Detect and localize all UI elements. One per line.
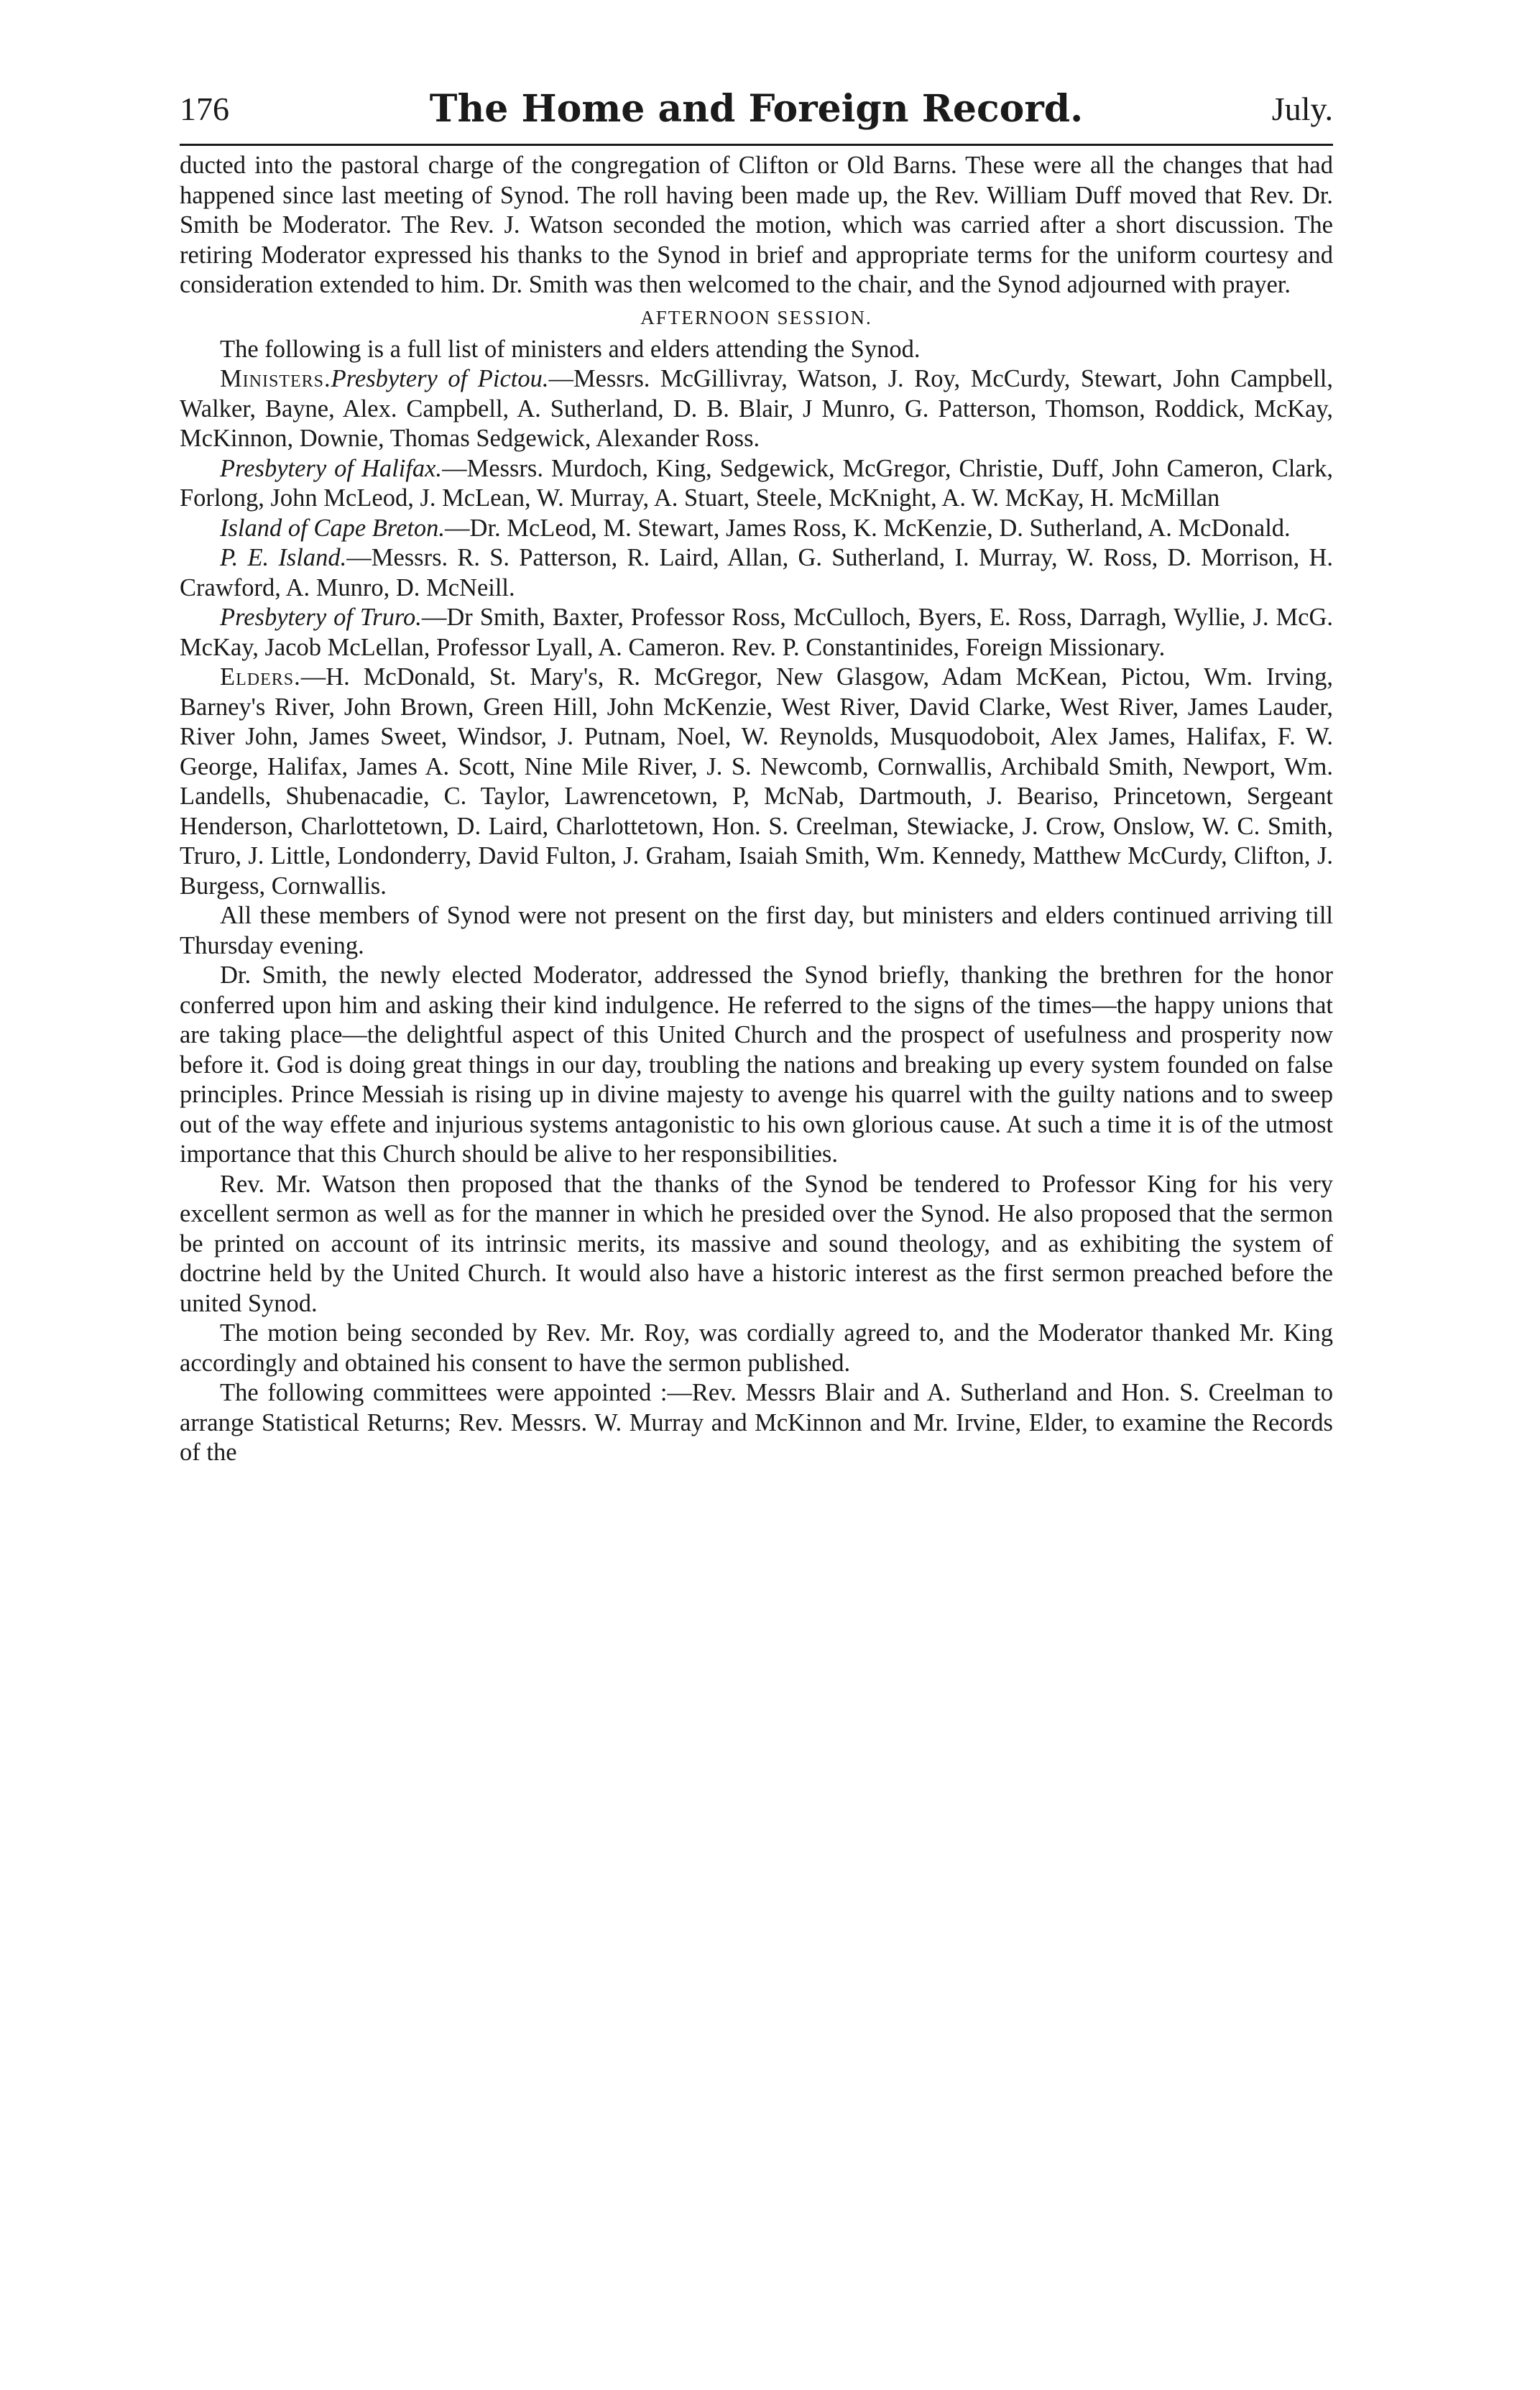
ministers-halifax — [180, 454, 1333, 514]
paragraph-motion-seconded: The motion being seconded by Rev. Mr. Roy, was cordially agreed to, and the Moderator thanked Mr. King accordingly and obtained his consent to have the sermon published. — [180, 1319, 1333, 1377]
paragraph-committees: The following committees were appointed :—Rev. Messrs Blair and A. Sutherland and Hon. S. Creelman to arrange Statistical Returns; Rev. Messrs. W. Murray and McKinnon and Mr. Irvine, Elder, to examine the Records of the — [180, 1379, 1333, 1466]
running-title: The Home and Foreign Record. — [429, 87, 1084, 131]
ministers-label: Ministers. — [220, 365, 331, 392]
paragraph-continued: ducted into the pastoral charge of the congregation of Clifton or Old Barns. These were all the changes that had happened since last meeting of Synod. The roll having been made up, the Rev. William Duff moved that Rev. Dr. Smith be Moderator. The Rev. J. Watson seconded the motion, which was carried after a short discussion. The retiring Moderator expressed his thanks to the Synod in brief and appropriate terms for the uniform courtesy and consideration extended to him. Dr. Smith was then welcomed to the chair, and the Synod adjourned with prayer. — [180, 152, 1333, 298]
section-heading: AFTERNOON SESSION. — [640, 306, 872, 328]
paragraph-list-intro: The following is a full list of ministers and elders attending the Synod. — [220, 335, 921, 363]
presbytery-truro-names: —Dr Smith, Baxter, Professor Ross, McCulloch, Byers, E. Ross, Darragh, Wyllie, J. McG. McKay, Jacob McLellan, Professor Lyall, A. Cameron. Rev. P. Constantinides, Foreign Missionary. — [180, 604, 1333, 661]
paragraph-attendance: All these members of Synod were not present on the first day, but ministers and elders continued arriving till Thursday evening. — [180, 902, 1333, 959]
elders-names: —H. McDonald, St. Mary's, R. McGregor, New Glasgow, Adam McKean, Pictou, Wm. Irving, Barney's River, John Brown, Green Hill, John McKenzie, West River, David Clarke, West River, James Lauder, River John, James Sweet, Windsor, J. Putnam, Noel, W. Reynolds, Musquodoboit, Alex James, Halifax, F. W. George, Halifax, James A. Scott, Nine Mile River, J. S. Newcomb, Cornwallis, Archibald Smith, Newport, Wm. Landells, Shubenacadie, C. Taylor, Lawrencetown, P, McNab, Dartmouth, J. Beariso, Princetown, Sergeant Henderson, Charlottetown, D. Laird, Charlottetown, Hon. S. Creelman, Stewiacke, J. Crow, Onslow, W. C. Smith, Truro, J. Little, Londonderry, David Fulton, J. Graham, Isaiah Smith, Wm. Kennedy, Matthew McCurdy, Clifton, J. Burgess, Cornwallis. — [180, 663, 1333, 900]
paragraph-watson-proposal: Rev. Mr. Watson then proposed that the thanks of the Synod be tendered to Professor King for his very excellent sermon as well as for the manner in which he presided over the Synod. He also proposed that the sermon be printed on account of its intrinsic merits, its massive and sound theology, and as exhibiting the system of doctrine held by the United Church. It would also have a historic interest as the first sermon preached before the united Synod. — [180, 1170, 1333, 1317]
presbytery-pictou-names: —Messrs. McGillivray, Watson, J. Roy, McCurdy, Stewart, John Campbell, Walker, Bayne, Alex. Campbell, A. Sutherland, D. B. Blair, J Munro, G. Patterson, Thomson, Roddick, McKay, McKinnon, Downie, Thomas Sedgewick, Alexander Ross. — [180, 365, 1333, 452]
ministers-pictou — [180, 364, 1333, 454]
article-body — [180, 151, 1333, 1468]
header-rule — [180, 144, 1333, 146]
ministers-pei — [180, 543, 1333, 603]
ministers-cape-breton — [180, 514, 1333, 544]
page-number: 176 — [180, 91, 229, 127]
cape-breton-label: Island of Cape Breton. — [220, 514, 446, 542]
presbytery-truro-label: Presbytery of Truro. — [220, 604, 422, 631]
cape-breton-names: —Dr. McLeod, M. Stewart, James Ross, K. McKenzie, D. Sutherland, A. McDonald. — [445, 514, 1291, 542]
pei-label: P. E. Island. — [220, 544, 347, 571]
presbytery-halifax-names: —Messrs. Murdoch, King, Sedgewick, McGregor, Christie, Duff, John Cameron, Clark, Forlong, John McLeod, J. McLean, W. Murray, A. Stuart, Steele, McKnight, A. W. McKay, H. McMillan — [180, 454, 1333, 512]
header-month: July. — [1271, 91, 1333, 127]
ministers-truro — [180, 603, 1333, 663]
presbytery-halifax-label: Presbytery of Halifax. — [220, 454, 443, 482]
paragraph-moderator-address: Dr. Smith, the newly elected Moderator, addressed the Synod briefly, thanking the brethren for the honor conferred upon him and asking their kind indulgence. He referred to the signs of the times—the happy unions that are taking place—the delightful aspect of this United Church and the prospect of usefulness and prosperity now before it. God is doing great things in our day, troubling the nations and breaking up every system founded on false principles. Prince Messiah is rising up in divine majesty to avenge his quarrel with the guilty nations and to sweep out of the way effete and injurious systems antagonistic to his own glorious cause. At such a time it is of the utmost importance that this Church should be alive to her responsibilities. — [180, 961, 1333, 1168]
presbytery-pictou-label: Presbytery of Pictou. — [331, 365, 549, 392]
pei-names: —Messrs. R. S. Patterson, R. Laird, Allan, G. Sutherland, I. Murray, W. Ross, D. Morrison, H. Crawford, A. Munro, D. McNeill. — [180, 544, 1334, 601]
page-header — [180, 88, 1333, 138]
elders-list — [180, 663, 1333, 901]
elders-label: Elders. — [220, 663, 301, 691]
